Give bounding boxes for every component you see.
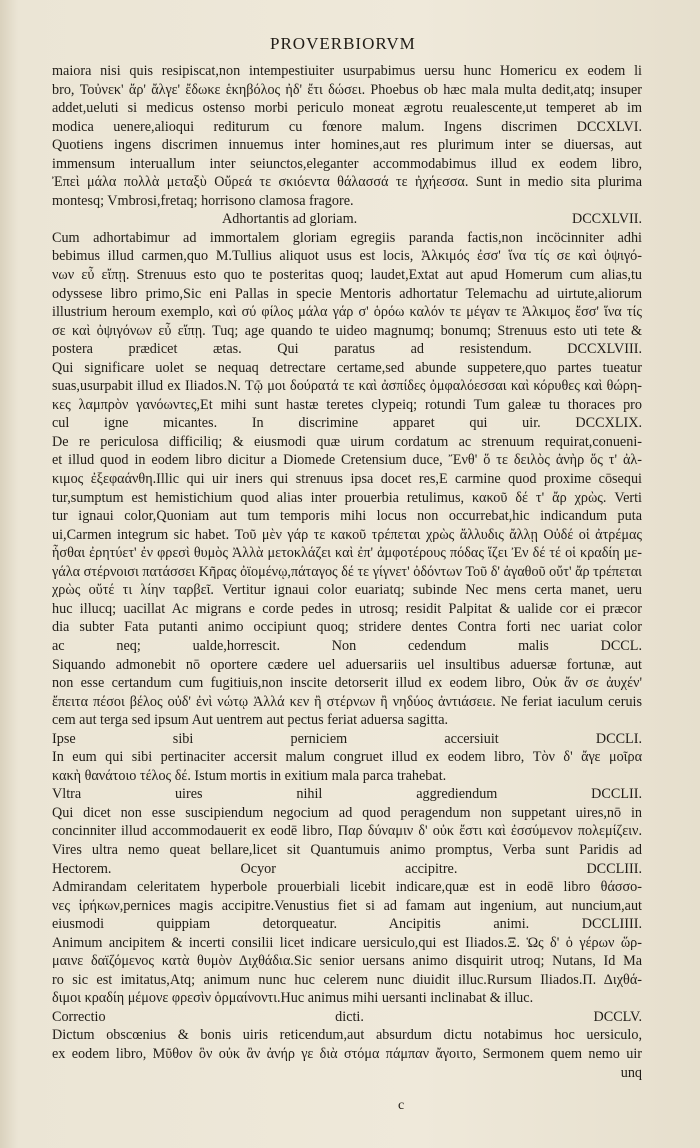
text-line: ui,Carmen integrum sic habet. Τοῦ μὲν γάρ τε κακοῦ τρέπεται χρὼς ἄλλυδις ἄλλῃ Οὐδέ οἱ ἀτρέμας: [52, 526, 642, 543]
text-line: tur ignaui color,Quoniam aut tum temporis mihi locus non occurrebat,hic indicandum puta: [52, 508, 642, 525]
section-number: DCCXLVII.: [571, 211, 642, 228]
text-line: κιμος ἐξεφαάνθη.Illic qui uir iners qui strenuus ipsa docet res,E carmine quod proxime cōsequi: [52, 471, 642, 488]
text-line: ἔπειτα πέσοι βέλος οὐδ' ἐνὶ νώτῳ Ἀλλά κεν ἢ στέρνων ἢ νηδύος ἀντιάσειε. Ne feriat iaculum ceruis: [52, 693, 642, 710]
text-line: Correctio dicti. DCCLV.: [52, 1008, 642, 1025]
text-line: Cum adhortabimur ad immortalem gloriam egregiis paranda factis,non incöcinniter adhi: [52, 229, 642, 246]
text-line: De re periculosa difficiliq; & eiusmodi quæ uirum cordatum ac strenuum requirat,conueni-: [52, 433, 642, 450]
text-line: κες λαμπρὸν γανόωντες,Et mihi sunt hastæ teretes clypeiq; rotundi Tum galeæ tu thoraces pro: [52, 396, 642, 413]
text-line: ac neq; ualde,horrescit. Non cedendum malis DCCL.: [52, 637, 642, 654]
text-line: bebimus illud carmen,quo M.Tullius aliquot usus est locis, Ἀλκιμός ἐσσ' ἵνα τίς σε καὶ ὀψιγό-: [52, 248, 642, 265]
text-line: tur,sumptum est hemistichium quod alias inter prouerbia retulimus, κακοῦ δέ τ' ἄρ χρὼς. Verti: [52, 489, 642, 506]
text-line: In eum qui sibi pertinaciter accersit malum congruet illud ex eodem libro, Τὸν δ' ἄγε μοῖρα: [52, 749, 642, 766]
text-line: Quotiens ingens discrimen innuemus inter homines,aut res plurimum inter se diuersas, aut: [52, 137, 642, 154]
text-line: suas,usurpabit illud ex Iliados.Ν. Τῷ μοι δούρατά τε καὶ ἀσπίδες ὀμφαλόεσσαι καὶ κόρυθες καὶ θώρη-: [52, 378, 642, 395]
text-line: Ipse sibi perniciem accersiuit DCCLI.: [52, 730, 642, 747]
footer-mark: c: [398, 1098, 405, 1113]
text-line: et illud quod in eodem libro dicitur a Diomede Cretensium duce, Ἔνθ' ὅ τε δειλὸς ἀνὴρ ὅς τ' ἀλ-: [52, 452, 642, 469]
text-line: postera prædicet ætas. Qui paratus ad resistendum. DCCXLVIII.: [52, 341, 642, 358]
text-line: addet,ueluti si medicus ostenso morbi periculo moneat ægrotu reualescente,ut temperet ab im: [52, 100, 642, 117]
text-line: Vires ultra nemo queat bellare,licet sit Quantumuis animo promptus, Verba sunt Paridis ad: [52, 841, 642, 858]
text-line: Vltra uires nihil aggrediendum DCCLII.: [52, 786, 642, 803]
catchword: unq: [620, 1064, 642, 1081]
text-line: Dictum obscœnius & bonis uiris reticendum,aut absurdum dictu notabimus hoc uersiculo,: [52, 1027, 642, 1044]
text-line: νες ἰρήκων,pernices magis accipitre.Venustius fiet si ad famam aut ingenium, aut nuncium,aut: [52, 897, 642, 914]
text-line: dia subter Fata putanti animo occipiunt quoq; stridere dentes Contra forti nec uariat color: [52, 619, 642, 636]
text-line: νων εὖ εἴπῃ. Strenuus esto quo te posteritas quoq; laudet,Extat aut apud Homerum cum alias,tu: [52, 267, 642, 284]
text-line: odyssese libro primo,Sic eni Pallas in specie Mentoris adhortatur Telemachu ad uirtute,aliorum: [52, 285, 642, 302]
text-line: ex eodem libro, Μῦθον ὃν οὐκ ἂν ἀνήρ γε διὰ στόμα πάμπαν ἄγοιτο, Sermonem quem nemo uir: [52, 1045, 642, 1062]
section-heading: [52, 210, 642, 229]
text-line: maiora nisi quis resipiscat,non intempestiuiter usurpabimus uersu hunc Homericu ex eodem li: [52, 63, 642, 79]
text-line: Admirandam celeritatem hyperbole prouerbiali licebit indicare,quæ est in eodē libro θάσσο-: [52, 879, 642, 896]
section-title: Adhortantis ad gloriam.: [222, 211, 358, 228]
text-line: modica uenere,alioqui rediturum cu fœnore malum. Ingens discrimen DCCXLVI.: [52, 118, 642, 135]
text-line: Qui significare uolet se nequaq detrectare certame,sed abunde suppetere,quo partes tueatur: [52, 359, 642, 376]
text-line: Qui dicet non esse suscipiendum negocium ad quod peragendum non suppetant uires,nō in: [52, 804, 642, 821]
text-line: μαινε δαϊζόμενος κατὰ θυμὸν Διχθάδια.Sic senior uersans animo disquirit utroq; Nutans, Id Ma: [52, 953, 642, 970]
running-head: PROVERBIORVM: [270, 34, 416, 53]
text-line: concinniter illud accommodauerit ex eodē libro, Παρ δύναμιν δ' οὐκ ἔστι καὶ ἐσσύμενον πολεμίζειν.: [52, 823, 642, 840]
text-line: cem aut terga sed ipsum Aut uentrem aut pectus feriat aduersa sagitta.: [52, 712, 449, 729]
text-line: cul igne micantes. In discrimine apparet qui uir. DCCXLIX.: [52, 415, 642, 432]
text-line: κακὴ θανάτοιο τέλος δέ. Istum mortis in exitium mala parca trahebat.: [52, 767, 447, 784]
text-line: Animum ancipitem & incerti consilii licet indicare uersiculo,qui est Iliados.Ξ. Ὡς δ' ὁ γέρων ὥρ-: [52, 934, 642, 951]
text-line: eiusmodi quippiam detorqueatur. Ancipitis animi. DCCLIIII.: [52, 916, 642, 933]
text-line: huc illucq; uacillat Ac migrans e corde pedes in utrosq; residit Palpitat & ualide cor ei præcor: [52, 600, 642, 617]
text-line: illustrium heroum exemplo, καὶ σύ φίλος μάλα γάρ σ' ὁρόω καλόν τε μέγαν τε Ἀλκιμος ἔσσ' ἵνα τίς: [52, 304, 642, 321]
text-line: χρὼς οὔτέ τι λίην ταρβεῖ. Vertitur ignaui color euariatq; subinde Nec mens certa manet, ueru: [52, 582, 642, 599]
text-line: Siquando admonebit nō oportere cædere uel aduersariis uel insultibus aduersæ fortunæ, aut: [52, 656, 642, 673]
text-line: immensum interuallum inter seiunctos,eleganter accommodabimus illud ex eodem libro,: [52, 155, 642, 172]
text-line: γάλα στέρνοισι πατάσσει Κῆρας ὀϊομένῳ,πάταγος δέ τε γίγνετ' ὀδόντων Τοῦ δ' ἀγαθοῦ οὔτ' ἄρ τρέπεται: [52, 563, 642, 580]
text-line: montesq; Vmbrosi,fretaq; horrisono clamosa fragore.: [52, 192, 354, 209]
text-line: ro sic est imitatus,Atq; animum nunc huc celerem nunc diuidit illuc.Rursum Iliados.Π. Διχθά-: [52, 971, 642, 988]
text-line: διμοι κραδίη μέμονε φρεσὶν ὁρμαίνοντι.Huc animus mihi uersanti inclinabat & illuc.: [52, 990, 534, 1007]
text-line: Ἐπεὶ μάλα πολλὰ μεταξὺ Οὔρεά τε σκιόεντα θάλασσά τε ἠχήεσσα. Sunt in medio sita plurima: [52, 174, 642, 191]
text-line: σε καὶ ὀψιγόνων εὖ εἴπῃ. Tuq; age quando te uideo magnumq; bonumq; Strenuus esto uti tete &: [52, 322, 642, 339]
text-line: Hectorem. Ocyor accipitre. DCCLIII.: [52, 860, 642, 877]
text-line: ἧσθαι ἐρητύετ' ἐν φρεσὶ θυμὸς Ἀλλὰ μετοκλάζει καὶ ἐπ' ἀμφοτέρους πόδας ἵζει Ἐν δέ τέ οἱ κραδίη με-: [52, 545, 642, 562]
text-line: bro, Τοὐνεκ' ἄρ' ἄλγε' ἔδωκε ἑκηβόλος ἠδ' ἔτι δώσει. Phoebus ob hæc mala multa dedit,atq; insuper: [52, 81, 642, 98]
text-block: [52, 62, 642, 1082]
text-line: non esse certandum cum fugitiuis,non inscite detorserit illud ex eodem libro, Οὐκ ἄν σε ἀυχέν': [52, 675, 642, 692]
